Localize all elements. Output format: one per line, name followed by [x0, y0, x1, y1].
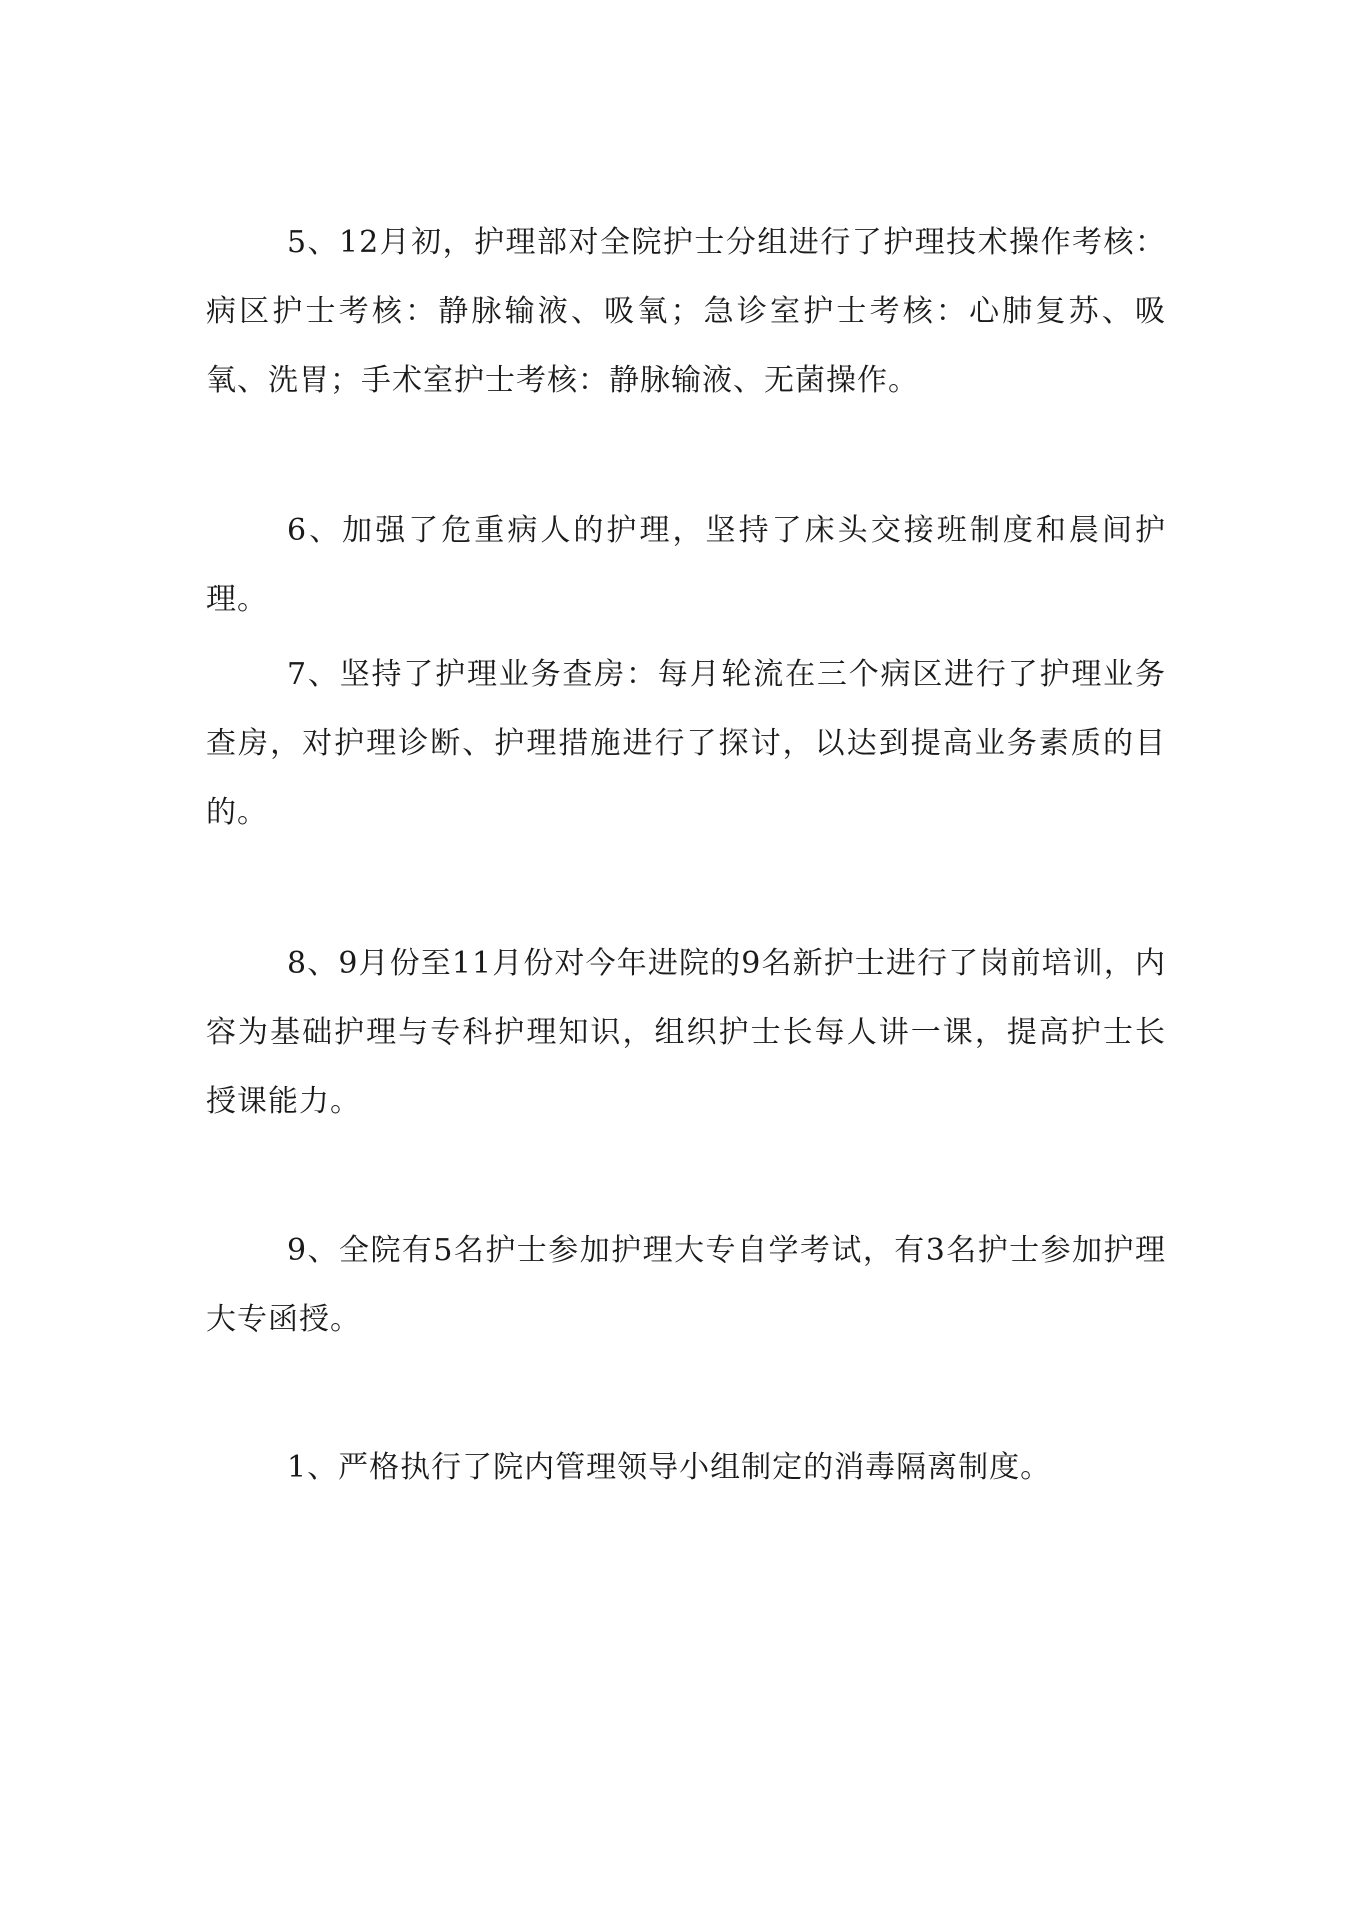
paragraph-item-8: 8、9月份至11月份对今年进院的9名新护士进行了岗前培训，内容为基础护理与专科护理知识，组织护士长每人讲一课，提高护士长授课能力。 — [206, 946, 1166, 1119]
paragraph-item-1: 1、严格执行了院内管理领导小组制定的消毒隔离制度。 — [287, 1450, 1052, 1485]
paragraph-item-5: 5、12月初，护理部对全院护士分组进行了护理技术操作考核：病区护士考核：静脉输液、吸氧；急诊室护士考核：心肺复苏、吸氧、洗胃；手术室护士考核：静脉输液、无菌操作。 — [206, 225, 1166, 398]
paragraph-item-9: 9、全院有5名护士参加护理大专自学考试，有3名护士参加护理大专函授。 — [206, 1233, 1166, 1337]
paragraph-item-6: 6、加强了危重病人的护理，坚持了床头交接班制度和晨间护理。 — [206, 513, 1166, 617]
paragraph-item-7: 7、坚持了护理业务查房：每月轮流在三个病区进行了护理业务查房，对护理诊断、护理措施进行了探讨，以达到提高业务素质的目的。 — [206, 657, 1166, 830]
